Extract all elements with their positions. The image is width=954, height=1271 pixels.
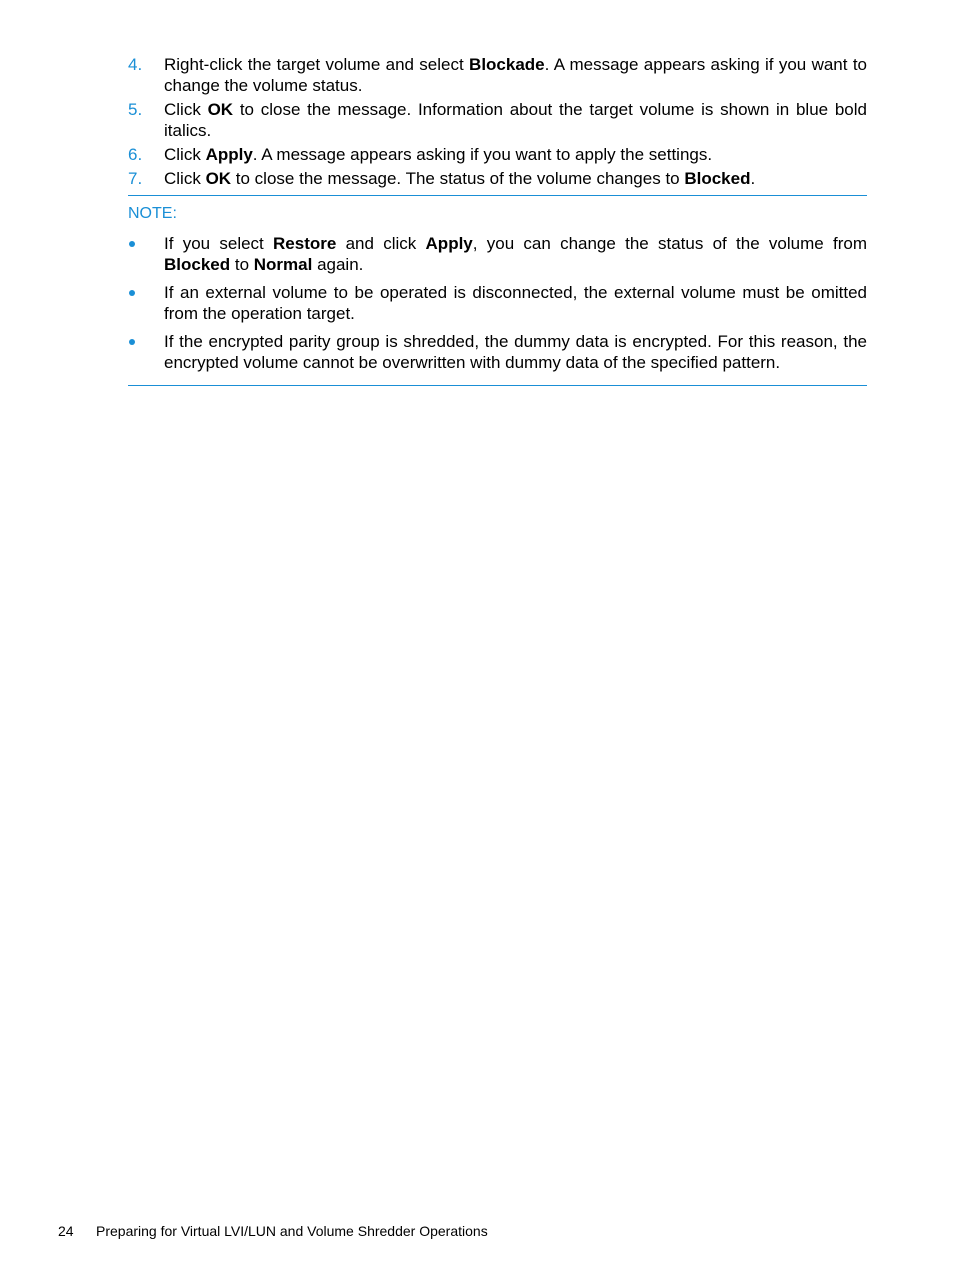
bullet-text: If the encrypted parity group is shredded, the dummy data is encrypted. For this reason, the encrypted volume cannot be overwritten with dummy data of the specified pattern. xyxy=(164,332,867,372)
step-text: Click OK to close the message. Information about the target volume is shown in blue bold italics. xyxy=(164,100,867,140)
ui-term-restore: Restore xyxy=(273,234,337,253)
ui-term-apply: Apply xyxy=(205,145,253,164)
page-footer xyxy=(58,1222,488,1240)
bullet-dot-icon xyxy=(129,290,135,296)
step-text: Right-click the target volume and select Blockade. A message appears asking if you want to change the volume status. xyxy=(164,55,867,95)
bullet-text: If an external volume to be operated is disconnected, the external volume must be omitted from the operation target. xyxy=(164,283,867,323)
step-number: 5. xyxy=(128,100,143,119)
step-text: Click OK to close the message. The status of the volume changes to Blocked. xyxy=(164,169,756,188)
page-number: 24 xyxy=(58,1223,74,1239)
ui-term-ok: OK xyxy=(205,169,232,188)
ui-term-apply: Apply xyxy=(425,234,473,253)
ui-term-blocked: Blocked xyxy=(164,255,231,274)
procedure-steps xyxy=(128,54,867,189)
step-5 xyxy=(128,99,867,141)
step-number: 7. xyxy=(128,169,143,188)
step-number: 4. xyxy=(128,55,143,74)
note-bullets xyxy=(128,233,867,373)
bullet-text: If you select Restore and click Apply, you can change the status of the volume from Blocked to Normal again. xyxy=(164,234,867,274)
step-7 xyxy=(128,168,867,189)
note-bullet-restore xyxy=(128,233,867,275)
note-box xyxy=(128,195,867,386)
step-4 xyxy=(128,54,867,96)
ui-term-normal: Normal xyxy=(253,255,313,274)
note-bullet-external-volume xyxy=(128,282,867,324)
bullet-dot-icon xyxy=(129,241,135,247)
page-content xyxy=(128,54,867,386)
note-label: NOTE: xyxy=(128,205,177,222)
ui-term-ok: OK xyxy=(207,100,234,119)
note-bullet-encrypted-parity xyxy=(128,331,867,373)
step-number: 6. xyxy=(128,145,143,164)
ui-term-blocked: Blocked xyxy=(684,169,751,188)
footer-title: Preparing for Virtual LVI/LUN and Volume Shredder Operations xyxy=(96,1223,488,1239)
bullet-dot-icon xyxy=(129,339,135,345)
step-6 xyxy=(128,144,867,165)
ui-term-blockade: Blockade xyxy=(469,55,545,74)
step-text: Click Apply. A message appears asking if you want to apply the settings. xyxy=(164,145,713,164)
